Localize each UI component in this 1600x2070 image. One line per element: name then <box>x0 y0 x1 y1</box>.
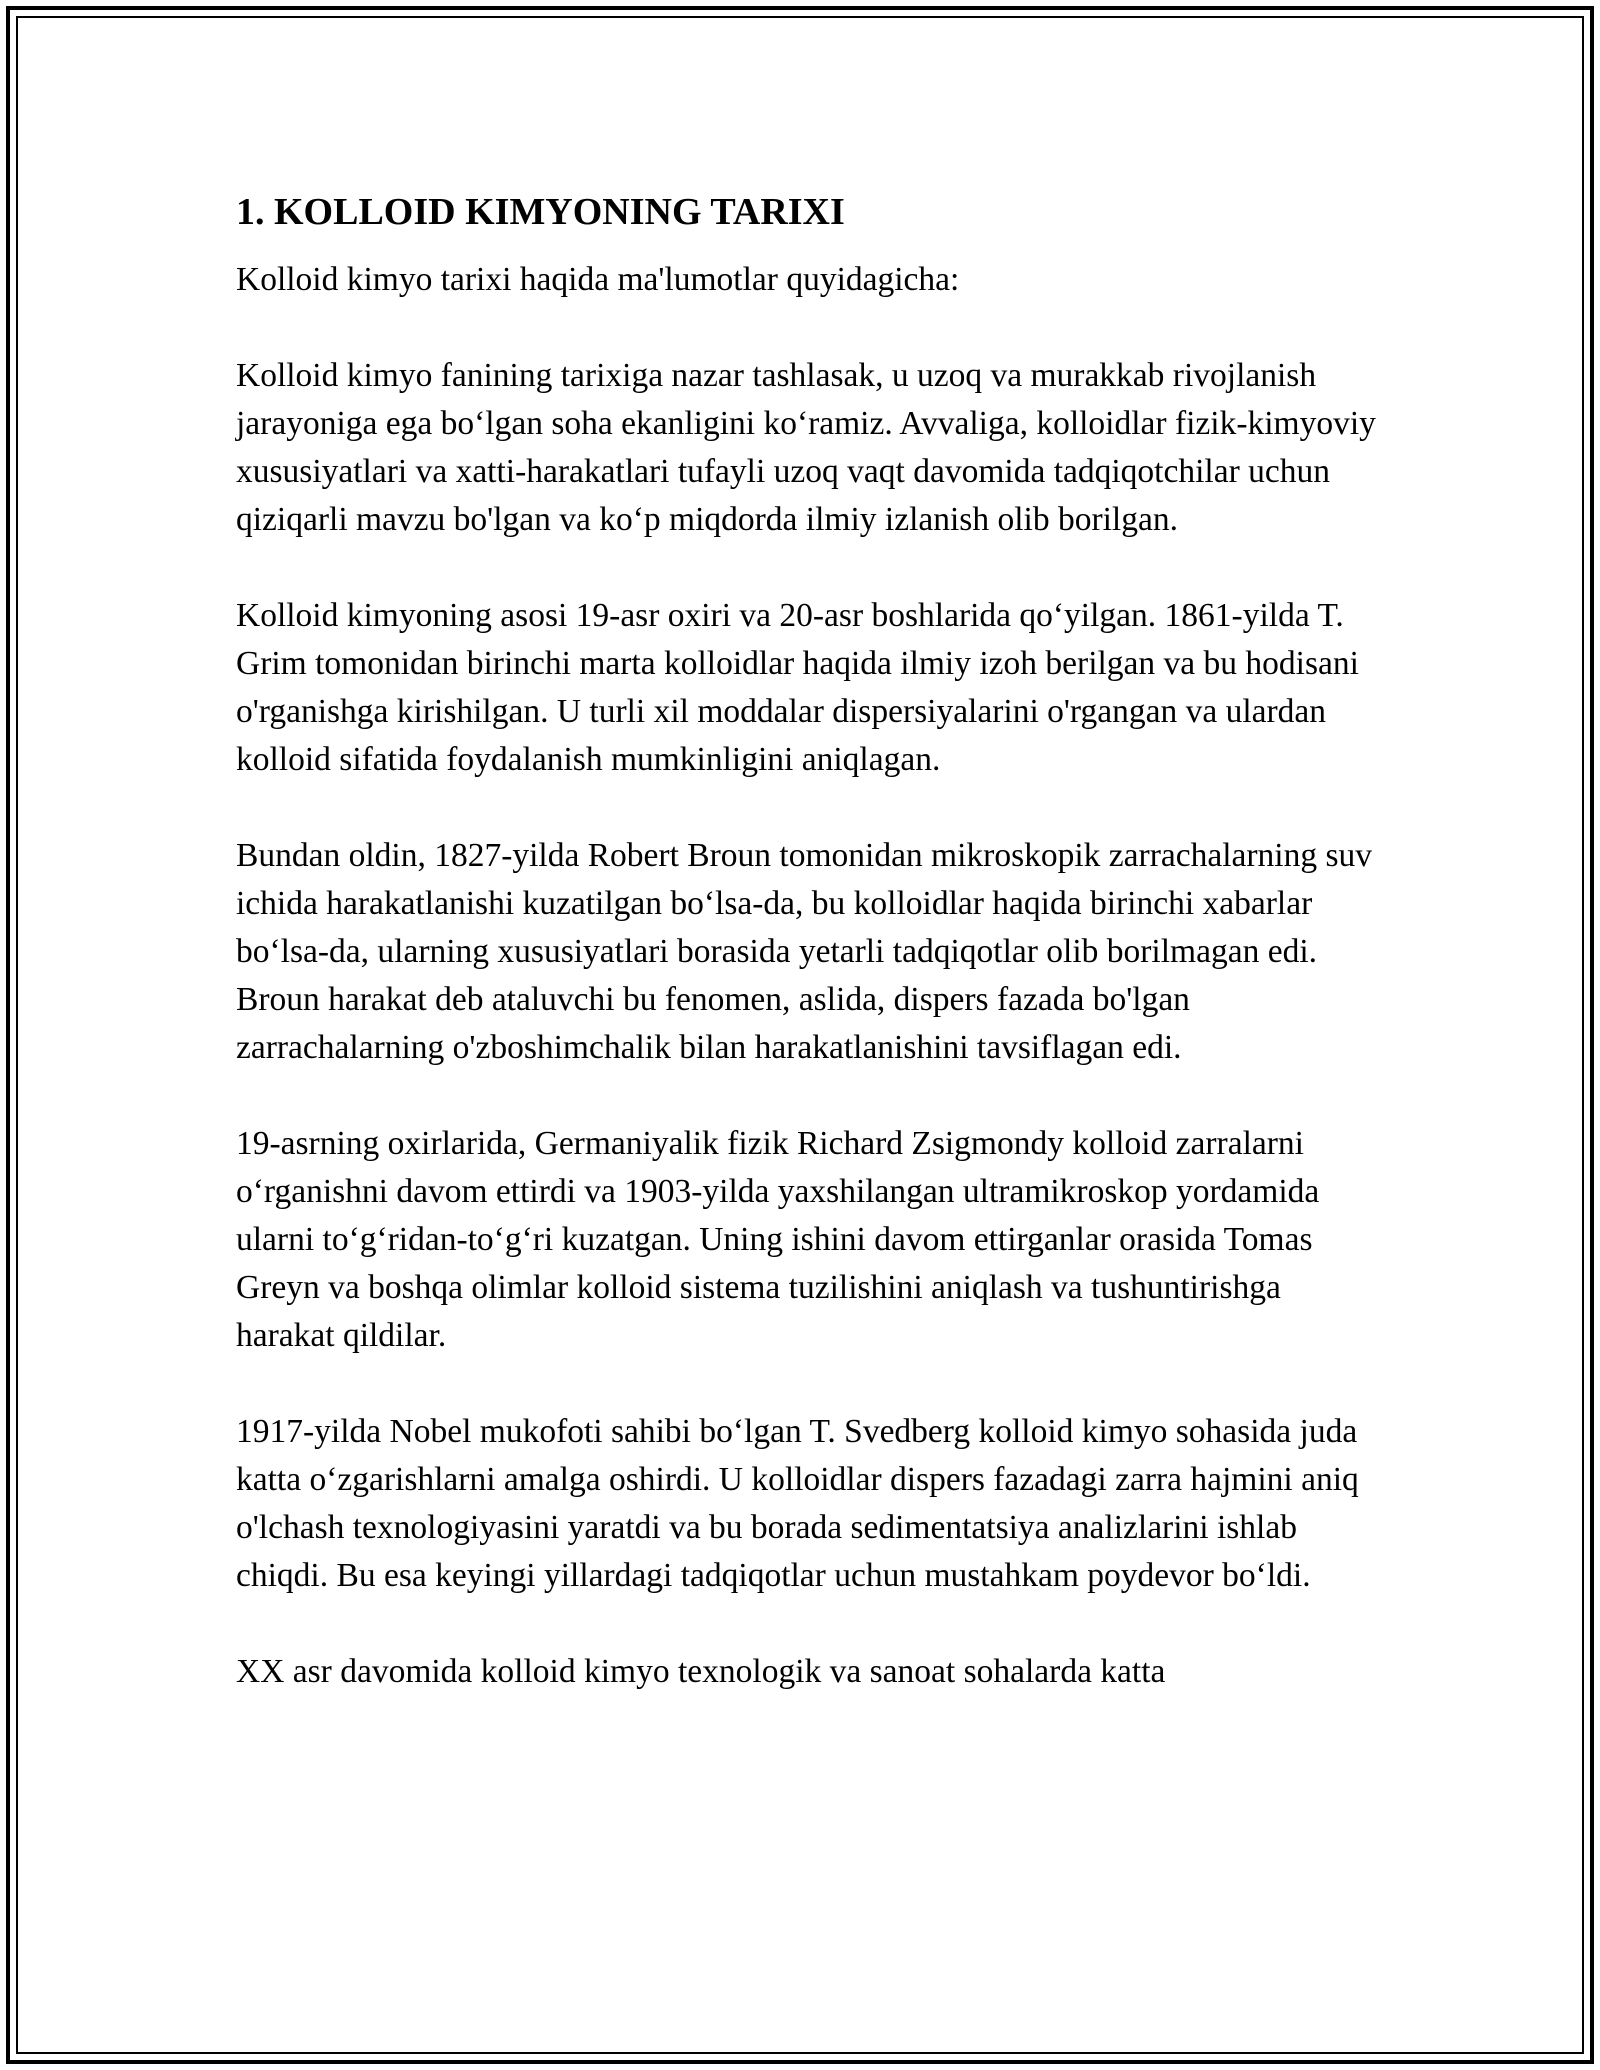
intro-paragraph: Kolloid kimyo tarixi haqida ma'lumotlar quyidagicha: <box>236 261 960 298</box>
paragraph-4: 19-asrning oxirlarida, Germaniyalik fizik Richard Zsigmondy kolloid zarralarni o‘rganishni davom ettirdi va 1903-yilda yaxshilangan ultramikroskop yordamida ularni to‘g‘ridan-to‘g‘ri kuzatgan. Uning ishini davom ettirganlar orasida Tomas Greyn va boshqa olimlar kolloid sistema tuzilishini aniqlash va tushuntirishga harakat qildilar. <box>236 1125 1320 1354</box>
paragraph-2: Kolloid kimyoning asosi 19-asr oxiri va 20-asr boshlarida qo‘yilgan. 1861-yilda T. Grim tomonidan birinchi marta kolloidlar haqida ilmiy izoh berilgan va bu hodisani o'rganishga kirishilgan. U turli xil moddalar dispersiyalarini o'rgangan va ulardan kolloid sifatida foydalanish mumkinligini aniqlagan. <box>236 597 1359 778</box>
paragraph-3: Bundan oldin, 1827-yilda Robert Broun tomonidan mikroskopik zarrachalarning suv ichida harakatlanishi kuzatilgan bo‘lsa-da, bu kolloidlar haqida birinchi xabarlar bo‘lsa-da, ularning xususiyatlari borasida yetarli tadqiqotlar olib borilmagan edi. Broun harakat deb ataluvchi bu fenomen, aslida, dispers fazada bo'lgan zarrachalarning o'zboshimchalik bilan harakatlanishini tavsiflagan edi. <box>236 837 1373 1066</box>
document-body <box>236 186 1376 1696</box>
section-heading: 1. KOLLOID KIMYONING TARIXI <box>236 191 845 233</box>
paragraph-5: 1917-yilda Nobel mukofoti sahibi bo‘lgan T. Svedberg kolloid kimyo sohasida juda katta o‘zgarishlarni amalga oshirdi. U kolloidlar dispers fazadagi zarra hajmini aniq o'lchash texnologiyasini yaratdi va bu borada sedimentatsiya analizlarini ishlab chiqdi. Bu esa keyingi yillardagi tadqiqotlar uchun mustahkam poydevor bo‘ldi. <box>236 1413 1359 1594</box>
paragraph-6: XX asr davomida kolloid kimyo texnologik va sanoat sohalarda katta <box>236 1653 1166 1690</box>
paragraph-1: Kolloid kimyo fanining tarixiga nazar tashlasak, u uzoq va murakkab rivojlanish jarayoniga ega bo‘lgan soha ekanligini ko‘ramiz. Avvaliga, kolloidlar fizik-kimyoviy xususiyatlari va xatti-harakatlari tufayli uzoq vaqt davomida tadqiqotchilar uchun qiziqarli mavzu bo'lgan va ko‘p miqdorda ilmiy izlanish olib borilgan. <box>236 357 1376 538</box>
